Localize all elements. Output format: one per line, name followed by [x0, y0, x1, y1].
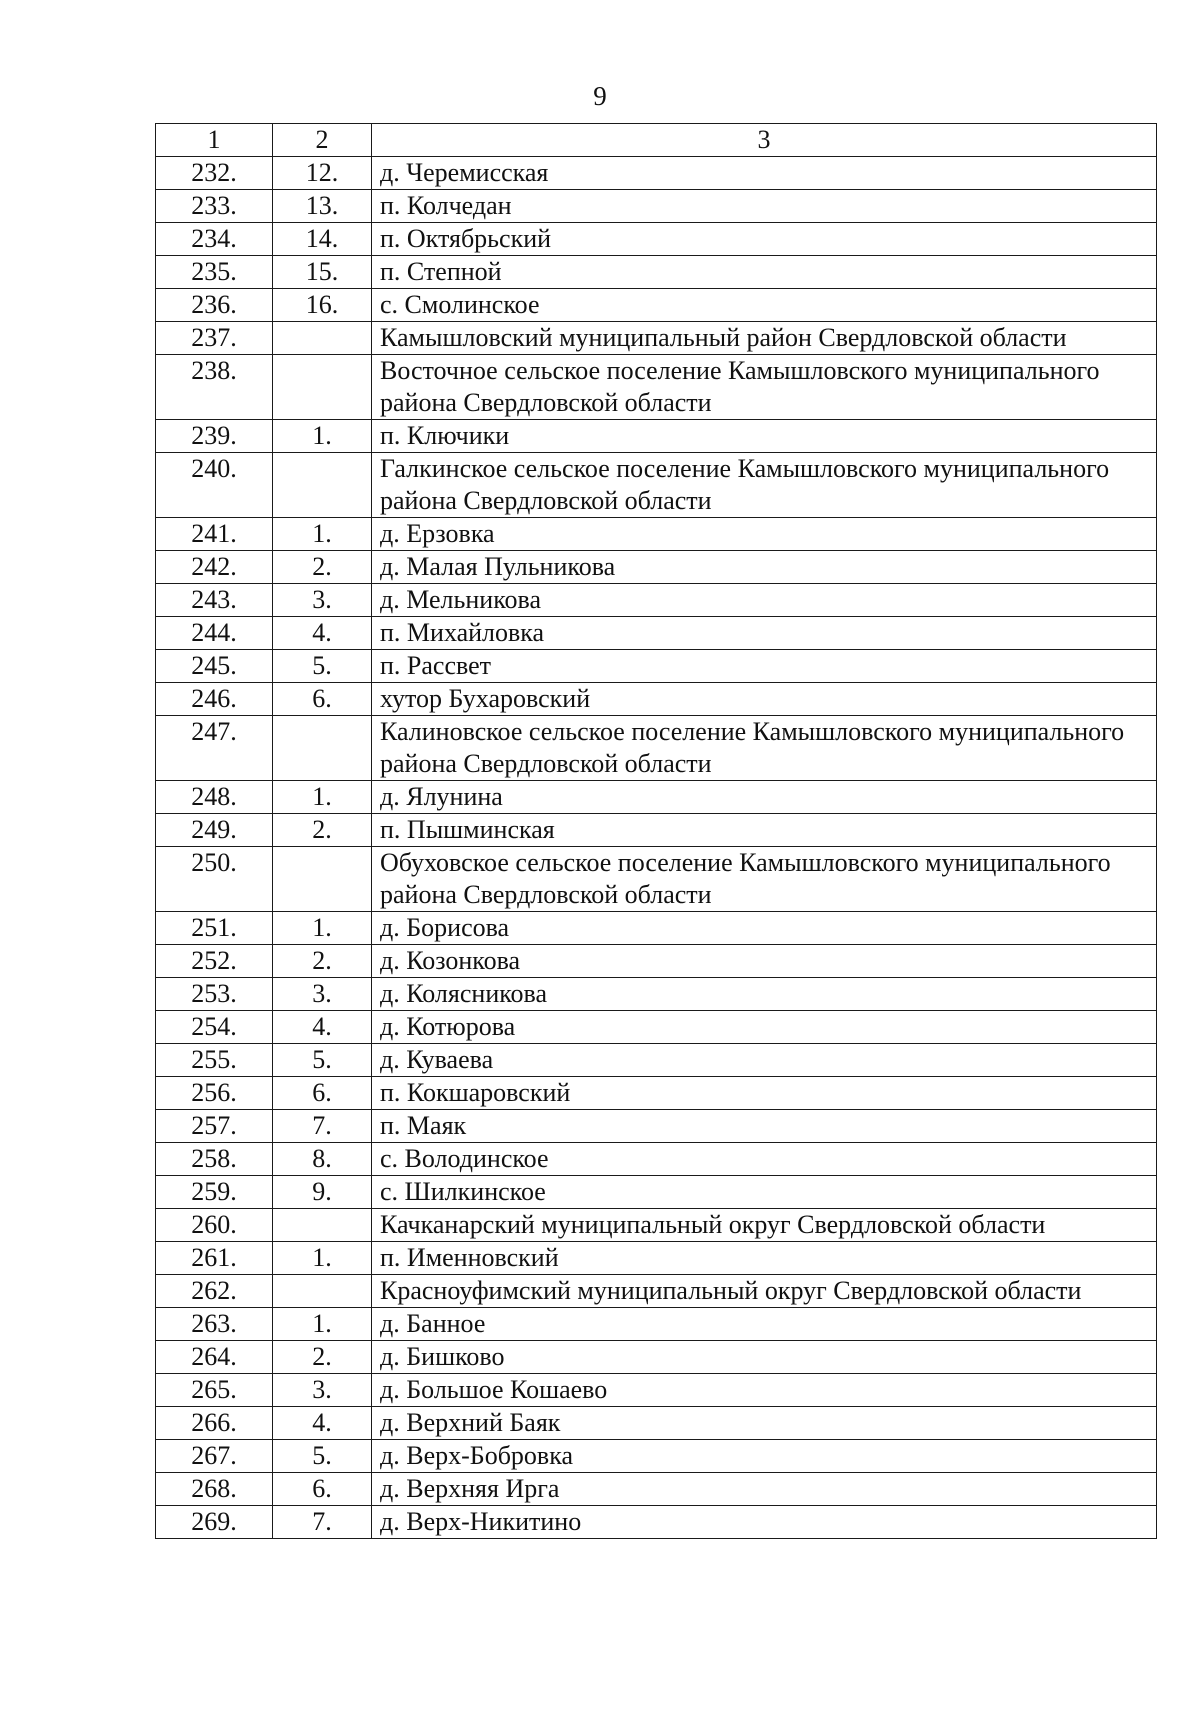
table-row	[156, 650, 1157, 683]
sub-number-cell: 12.	[273, 157, 372, 190]
row-number-cell: 251.	[156, 912, 273, 945]
table-row	[156, 1374, 1157, 1407]
row-number-cell: 263.	[156, 1308, 273, 1341]
settlement-name-cell: Красноуфимский муниципальный округ Свердловской области	[372, 1275, 1157, 1308]
table-row	[156, 1407, 1157, 1440]
row-number-cell: 237.	[156, 322, 273, 355]
settlement-name-cell: п. Кокшаровский	[372, 1077, 1157, 1110]
sub-number-cell: 4.	[273, 1011, 372, 1044]
row-number-cell: 250.	[156, 847, 273, 912]
settlements-table	[155, 123, 1157, 1539]
table-row	[156, 1209, 1157, 1242]
row-number-cell: 235.	[156, 256, 273, 289]
table-row	[156, 1110, 1157, 1143]
settlement-name-cell: д. Мельникова	[372, 584, 1157, 617]
settlement-name-cell: п. Колчедан	[372, 190, 1157, 223]
row-number-cell: 269.	[156, 1506, 273, 1539]
sub-number-cell: 1.	[273, 1308, 372, 1341]
table-row	[156, 584, 1157, 617]
settlement-name-cell: хутор Бухаровский	[372, 683, 1157, 716]
row-number-cell: 267.	[156, 1440, 273, 1473]
row-number-cell: 257.	[156, 1110, 273, 1143]
sub-number-cell	[273, 1275, 372, 1308]
sub-number-cell: 7.	[273, 1110, 372, 1143]
settlement-name-cell: д. Верх-Никитино	[372, 1506, 1157, 1539]
sub-number-cell: 5.	[273, 650, 372, 683]
settlement-name-cell: п. Ключики	[372, 420, 1157, 453]
settlement-name-cell: с. Смолинское	[372, 289, 1157, 322]
sub-number-cell: 9.	[273, 1176, 372, 1209]
row-number-cell: 265.	[156, 1374, 273, 1407]
table-row	[156, 1341, 1157, 1374]
table-row	[156, 683, 1157, 716]
row-number-cell: 264.	[156, 1341, 273, 1374]
row-number-cell: 268.	[156, 1473, 273, 1506]
table-row	[156, 223, 1157, 256]
settlement-name-cell: п. Октябрьский	[372, 223, 1157, 256]
header-col-2: 2	[273, 124, 372, 157]
settlement-name-cell: Галкинское сельское поселение Камышловского муниципального района Свердловской области	[372, 453, 1157, 518]
sub-number-cell: 16.	[273, 289, 372, 322]
row-number-cell: 260.	[156, 1209, 273, 1242]
settlement-name-cell: д. Верхняя Ирга	[372, 1473, 1157, 1506]
sub-number-cell	[273, 355, 372, 420]
sub-number-cell: 1.	[273, 1242, 372, 1275]
table-body	[156, 124, 1157, 1539]
sub-number-cell: 3.	[273, 978, 372, 1011]
row-number-cell: 247.	[156, 716, 273, 781]
row-number-cell: 232.	[156, 157, 273, 190]
table-row	[156, 1506, 1157, 1539]
table-row	[156, 1143, 1157, 1176]
table-row	[156, 518, 1157, 551]
sub-number-cell: 3.	[273, 1374, 372, 1407]
table-row	[156, 1473, 1157, 1506]
settlement-name-cell: д. Верхний Баяк	[372, 1407, 1157, 1440]
sub-number-cell: 2.	[273, 1341, 372, 1374]
sub-number-cell: 1.	[273, 420, 372, 453]
row-number-cell: 255.	[156, 1044, 273, 1077]
table-row	[156, 256, 1157, 289]
table-row	[156, 322, 1157, 355]
settlement-name-cell: с. Володинское	[372, 1143, 1157, 1176]
row-number-cell: 254.	[156, 1011, 273, 1044]
header-col-3: 3	[372, 124, 1157, 157]
sub-number-cell: 1.	[273, 912, 372, 945]
table-row	[156, 912, 1157, 945]
table-row	[156, 1440, 1157, 1473]
sub-number-cell	[273, 1209, 372, 1242]
settlement-name-cell: д. Ялунина	[372, 781, 1157, 814]
table-row	[156, 847, 1157, 912]
table-row	[156, 814, 1157, 847]
table-row	[156, 289, 1157, 322]
table-header-row	[156, 124, 1157, 157]
settlement-name-cell: Камышловский муниципальный район Свердловской области	[372, 322, 1157, 355]
row-number-cell: 248.	[156, 781, 273, 814]
settlement-name-cell: д. Малая Пульникова	[372, 551, 1157, 584]
settlement-name-cell: п. Пышминская	[372, 814, 1157, 847]
sub-number-cell	[273, 322, 372, 355]
sub-number-cell	[273, 453, 372, 518]
row-number-cell: 244.	[156, 617, 273, 650]
table-row	[156, 453, 1157, 518]
sub-number-cell: 2.	[273, 551, 372, 584]
sub-number-cell: 4.	[273, 617, 372, 650]
row-number-cell: 259.	[156, 1176, 273, 1209]
table-row	[156, 1011, 1157, 1044]
sub-number-cell: 8.	[273, 1143, 372, 1176]
row-number-cell: 240.	[156, 453, 273, 518]
table-row	[156, 781, 1157, 814]
settlement-name-cell: д. Борисова	[372, 912, 1157, 945]
table-row	[156, 1176, 1157, 1209]
settlement-name-cell: Качканарский муниципальный округ Свердловской области	[372, 1209, 1157, 1242]
sub-number-cell: 6.	[273, 1077, 372, 1110]
row-number-cell: 246.	[156, 683, 273, 716]
row-number-cell: 252.	[156, 945, 273, 978]
row-number-cell: 266.	[156, 1407, 273, 1440]
table-row	[156, 1044, 1157, 1077]
settlement-name-cell: д. Козонкова	[372, 945, 1157, 978]
settlement-name-cell: Калиновское сельское поселение Камышловского муниципального района Свердловской области	[372, 716, 1157, 781]
table-row	[156, 551, 1157, 584]
table-row	[156, 716, 1157, 781]
table-row	[156, 190, 1157, 223]
sub-number-cell: 4.	[273, 1407, 372, 1440]
settlement-name-cell: д. Котюрова	[372, 1011, 1157, 1044]
row-number-cell: 256.	[156, 1077, 273, 1110]
table-row	[156, 420, 1157, 453]
row-number-cell: 249.	[156, 814, 273, 847]
sub-number-cell: 1.	[273, 781, 372, 814]
row-number-cell: 245.	[156, 650, 273, 683]
settlement-name-cell: п. Маяк	[372, 1110, 1157, 1143]
table-row	[156, 355, 1157, 420]
row-number-cell: 253.	[156, 978, 273, 1011]
settlement-name-cell: с. Шилкинское	[372, 1176, 1157, 1209]
settlement-name-cell: п. Михайловка	[372, 617, 1157, 650]
sub-number-cell: 14.	[273, 223, 372, 256]
row-number-cell: 261.	[156, 1242, 273, 1275]
settlement-name-cell: д. Банное	[372, 1308, 1157, 1341]
settlement-name-cell: п. Степной	[372, 256, 1157, 289]
row-number-cell: 233.	[156, 190, 273, 223]
row-number-cell: 234.	[156, 223, 273, 256]
row-number-cell: 262.	[156, 1275, 273, 1308]
sub-number-cell: 1.	[273, 518, 372, 551]
table-row	[156, 945, 1157, 978]
settlement-name-cell: Обуховское сельское поселение Камышловского муниципального района Свердловской области	[372, 847, 1157, 912]
settlement-name-cell: д. Верх-Бобровка	[372, 1440, 1157, 1473]
sub-number-cell: 2.	[273, 945, 372, 978]
sub-number-cell: 6.	[273, 1473, 372, 1506]
page-number: 9	[593, 81, 607, 111]
table-row	[156, 157, 1157, 190]
table-row	[156, 1077, 1157, 1110]
row-number-cell: 243.	[156, 584, 273, 617]
row-number-cell: 242.	[156, 551, 273, 584]
sub-number-cell: 5.	[273, 1044, 372, 1077]
table-row	[156, 617, 1157, 650]
settlement-name-cell: п. Именновский	[372, 1242, 1157, 1275]
sub-number-cell: 5.	[273, 1440, 372, 1473]
row-number-cell: 236.	[156, 289, 273, 322]
settlement-name-cell: д. Ерзовка	[372, 518, 1157, 551]
sub-number-cell: 7.	[273, 1506, 372, 1539]
settlement-name-cell: д. Черемисская	[372, 157, 1157, 190]
table-row	[156, 978, 1157, 1011]
table-row	[156, 1275, 1157, 1308]
row-number-cell: 238.	[156, 355, 273, 420]
sub-number-cell	[273, 847, 372, 912]
table-row	[156, 1308, 1157, 1341]
settlement-name-cell: Восточное сельское поселение Камышловского муниципального района Свердловской области	[372, 355, 1157, 420]
settlement-name-cell: д. Куваева	[372, 1044, 1157, 1077]
sub-number-cell	[273, 716, 372, 781]
header-col-1: 1	[156, 124, 273, 157]
sub-number-cell: 2.	[273, 814, 372, 847]
sub-number-cell: 15.	[273, 256, 372, 289]
sub-number-cell: 3.	[273, 584, 372, 617]
sub-number-cell: 13.	[273, 190, 372, 223]
settlement-name-cell: д. Бишково	[372, 1341, 1157, 1374]
table-row	[156, 1242, 1157, 1275]
settlement-name-cell: п. Рассвет	[372, 650, 1157, 683]
settlement-name-cell: д. Колясникова	[372, 978, 1157, 1011]
sub-number-cell: 6.	[273, 683, 372, 716]
settlement-name-cell: д. Большое Кошаево	[372, 1374, 1157, 1407]
row-number-cell: 258.	[156, 1143, 273, 1176]
row-number-cell: 239.	[156, 420, 273, 453]
row-number-cell: 241.	[156, 518, 273, 551]
